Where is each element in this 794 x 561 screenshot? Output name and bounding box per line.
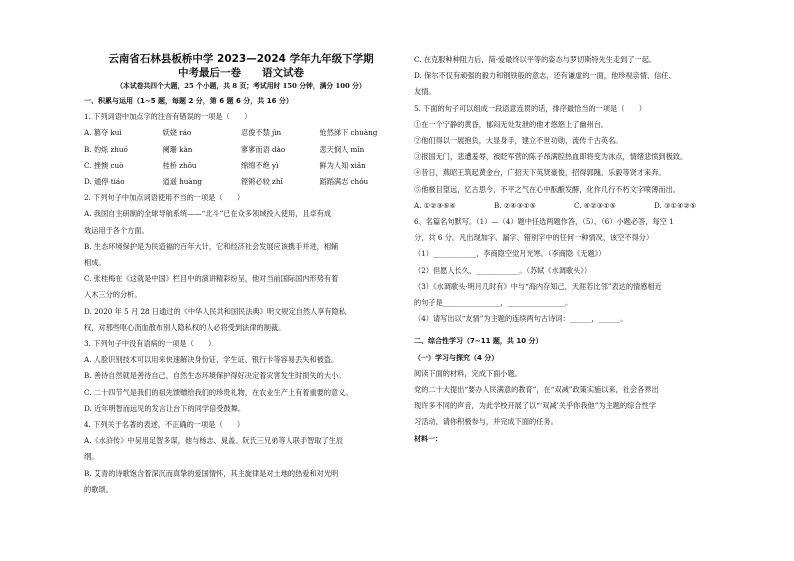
reading-instruction: 阅读下面的材料，完成下面小题。 [414, 368, 522, 378]
q1-c-1: C. 挫懊 cuò [84, 160, 124, 170]
q6-stem-line1: 6、名篇名句默写。（1）—（4）题中任选两题作答，（5）、（6）小题必答，每空 1 [414, 217, 674, 227]
q5-options [414, 198, 734, 214]
q1-d-4: 蹈蹈满志 chóu [319, 177, 369, 187]
exam-subtitle: 中考最后一卷 语文试卷 [178, 67, 304, 79]
q6-item-4: （4）请写出以“友情”为主题的连续两句古诗词：______，______。 [414, 314, 628, 324]
exam-note: （本试卷共四个大题，25 个小题，共 8 页；考试用时 150 分钟，满分 100 分） [116, 82, 366, 90]
q4-option-b-line2: 的歌颂。 [84, 484, 113, 494]
q5-sentence-3: ③报国无门，悲遭羞辱，被眨军营的陈子昂满腔热血即将变为冰点，情绪悲愤到极致。 [414, 152, 688, 162]
passage-line-1: 党的二十大提出“要办人民满意的教育”，在“双减”政策实施以来，社会各界出 [414, 385, 659, 395]
q4-option-b-line1: B. 艾青的诗歌饱含着深沉而真挚的爱国情怀，其主旋律是对土地的热爱和对光明 [84, 468, 339, 478]
q2-option-b-line1: B. 生态环境保护是为民造福的百年大计，它和经济社会发展应该携手并进，相辅 [84, 241, 339, 251]
q1-c-4: 鲜为人知 xiǎn [319, 160, 366, 170]
q2-option-d-line1: D. 2020 年 5 月 28 日通过的《中华人民共和国民法典》明文规定自然人享有隐私 [84, 306, 346, 316]
q1-a-1: A. 篡夺 kuì [84, 128, 122, 138]
q4-stem: 4. 下列关于名著的表述，不正确的一项是（ ） [84, 420, 245, 430]
q2-option-c-line2: 入木三分的分析。 [84, 290, 142, 300]
q2-option-a-line2: 效运用于各个方面。 [84, 225, 149, 235]
q1-d-1: D. 遁停 tiáo [84, 177, 125, 187]
q1-row-b [84, 142, 398, 158]
exam-title: 云南省石林县板桥中学 2023—2024 学年九年级下学期 [108, 53, 374, 65]
passage-line-3: 习活动，请你积极参与，并完成下面的任务。 [414, 417, 558, 427]
q1-stem: 1. 下列词语中加点字的注音有错误的一项是（ ） [84, 112, 252, 122]
q2-stem: 2. 下列句子中加点词语使用不当的一项是（ ） [84, 193, 245, 203]
q5-sentence-1: ①在一个宁静的黄昏，郁闷无处发泄的他才悠悠上了幽州台。 [414, 119, 609, 129]
q4-option-c: C. 在克服种种阻力后，简·爱最终以平等的姿态与罗切斯特先生走到了一起。 [414, 55, 657, 64]
q1-row-a [84, 125, 398, 141]
q3-option-a: A. 人脸识别技术可以用来快速解决身份证、学生证、银行卡等容易丢失和被盗。 [84, 355, 339, 365]
q5-sentence-5: ⑤他极目望远，忆古思今，不平之气在心中酝酿发酵，化作几行不朽文字喷薄而出。 [414, 184, 680, 194]
q5-option-d: D. ③①④②⑤ [654, 200, 697, 210]
q6-item-3-line1: （3）《水调歌头·明月几时有》中与“海内存知己，天涯若比邻”表达的情感相近 [414, 281, 662, 291]
q5-option-a: A. ①②③⑤④ [414, 200, 456, 210]
q3-option-c: C. 二十四节气是我们的祖先馈赠给我们的珍贵礼物，在农业生产上有着重要的意义。 [84, 387, 353, 397]
q1-row-c [84, 158, 398, 174]
q3-option-b: B. 善待自然就是善待自己，自然生态环境保护得好决定着灾害发生时损失的大小。 [84, 371, 346, 381]
q2-option-c-line1: C. 张桂梅在《这就是中国》栏目中的演讲精彩纷呈，他对当前国际国内形势有着 [84, 274, 339, 284]
q1-c-3: 绵绵不绝 yì [241, 160, 279, 170]
q1-a-4: 怆然涕下 chuàng [319, 128, 378, 138]
q6-item-1: （1）____________，李商隐空觉月光寒。（李商隐《无题》） [414, 249, 606, 259]
q6-item-2: （2）但愿人长久，____________。（苏轼《水调歌头》） [414, 265, 592, 275]
q1-a-3: 忍俊不禁 jìn [241, 128, 282, 138]
section-1-heading: 一、积累与运用（1~5 题，每题 2 分，第 6 题 6 分，共 16 分） [84, 97, 293, 105]
q3-stem: 3. 下列句子中没有语病的一项是（ ） [84, 339, 216, 349]
q1-c-2: 桂桥 zhōu [162, 160, 197, 170]
q2-option-b-line2: 相成。 [84, 258, 106, 268]
q4-option-a-line2: 纲。 [84, 452, 99, 462]
q6-item-3-line2: 的句子是________________，________________。 [414, 298, 573, 308]
material-1-label: 材料一： [414, 434, 442, 443]
q1-d-3: 铿锵必较 zhǐ [241, 177, 283, 187]
q1-a-2: 妖娆 ráo [162, 128, 192, 138]
q1-b-2: 阑珊 kàn [162, 144, 193, 154]
q1-d-2: 逍遥 huàng [162, 177, 202, 187]
subsection-1-heading: （一）学习与探究（4 分） [414, 353, 499, 362]
q2-option-a-line1: A. 我国自主研制的全球导航系统——“北斗”已在众多领域投入使用，且卓有成 [84, 209, 332, 219]
q3-option-d: D. 近年明智而远见的发言让台下的同学倍受鼓舞。 [84, 403, 246, 413]
q1-row-d [84, 174, 398, 190]
q4-option-a-line1: A.《水浒传》中吴用足智多谋，他与杨志、晁盖、阮氏三兄弟等人联手智取了生辰 [84, 436, 344, 446]
q5-sentence-4: ④昔日，燕昭王筑起黄金台，广招天下英贤豪俊，招得郭隗、乐毅等贤才来奔。 [414, 168, 666, 178]
section-2-heading: 二、综合性学习（7~11 题，共 10 分） [414, 337, 543, 346]
q1-b-1: B. 妁烁 zhuó [84, 144, 128, 154]
right-column [414, 52, 734, 447]
left-column [84, 52, 398, 498]
q5-sentence-2: ②他们得以一展抱负，大显身手，建立不世功勋，流传千古英名。 [414, 136, 623, 146]
q4-option-d-line2: 友情。 [414, 87, 436, 97]
q2-option-d-line2: 权，对那些呕心沥血散布别人隐私权的人必将受到法律的制裁。 [84, 322, 286, 332]
q4-option-d-line1: D. 保尔不仅有顽强的毅力和钢铁般的意志，还有谦虚的一面，他珍视亲情、信任、 [414, 71, 676, 81]
q5-option-c: C. ④②③①⑤ [574, 200, 617, 210]
q6-stem-line2: 分，共 6 分。凡出现加字、漏字、错别字中的任何一种情况，该空不得分） [414, 233, 654, 243]
q5-stem: 5. 下面的句子可以组成一段语意连贯的话，排序最恰当的一项是（ ） [414, 103, 646, 113]
q1-b-4: 悲天悯人 mǐn [319, 144, 365, 154]
q1-b-3: 寥寥而语 dào [241, 144, 286, 154]
q5-option-b: B. ②④③①⑤ [494, 200, 537, 210]
passage-line-2: 现许多不同的声音，为此学校开展了以“‘双减’关乎你我他”为主题的综合性学 [414, 401, 656, 411]
